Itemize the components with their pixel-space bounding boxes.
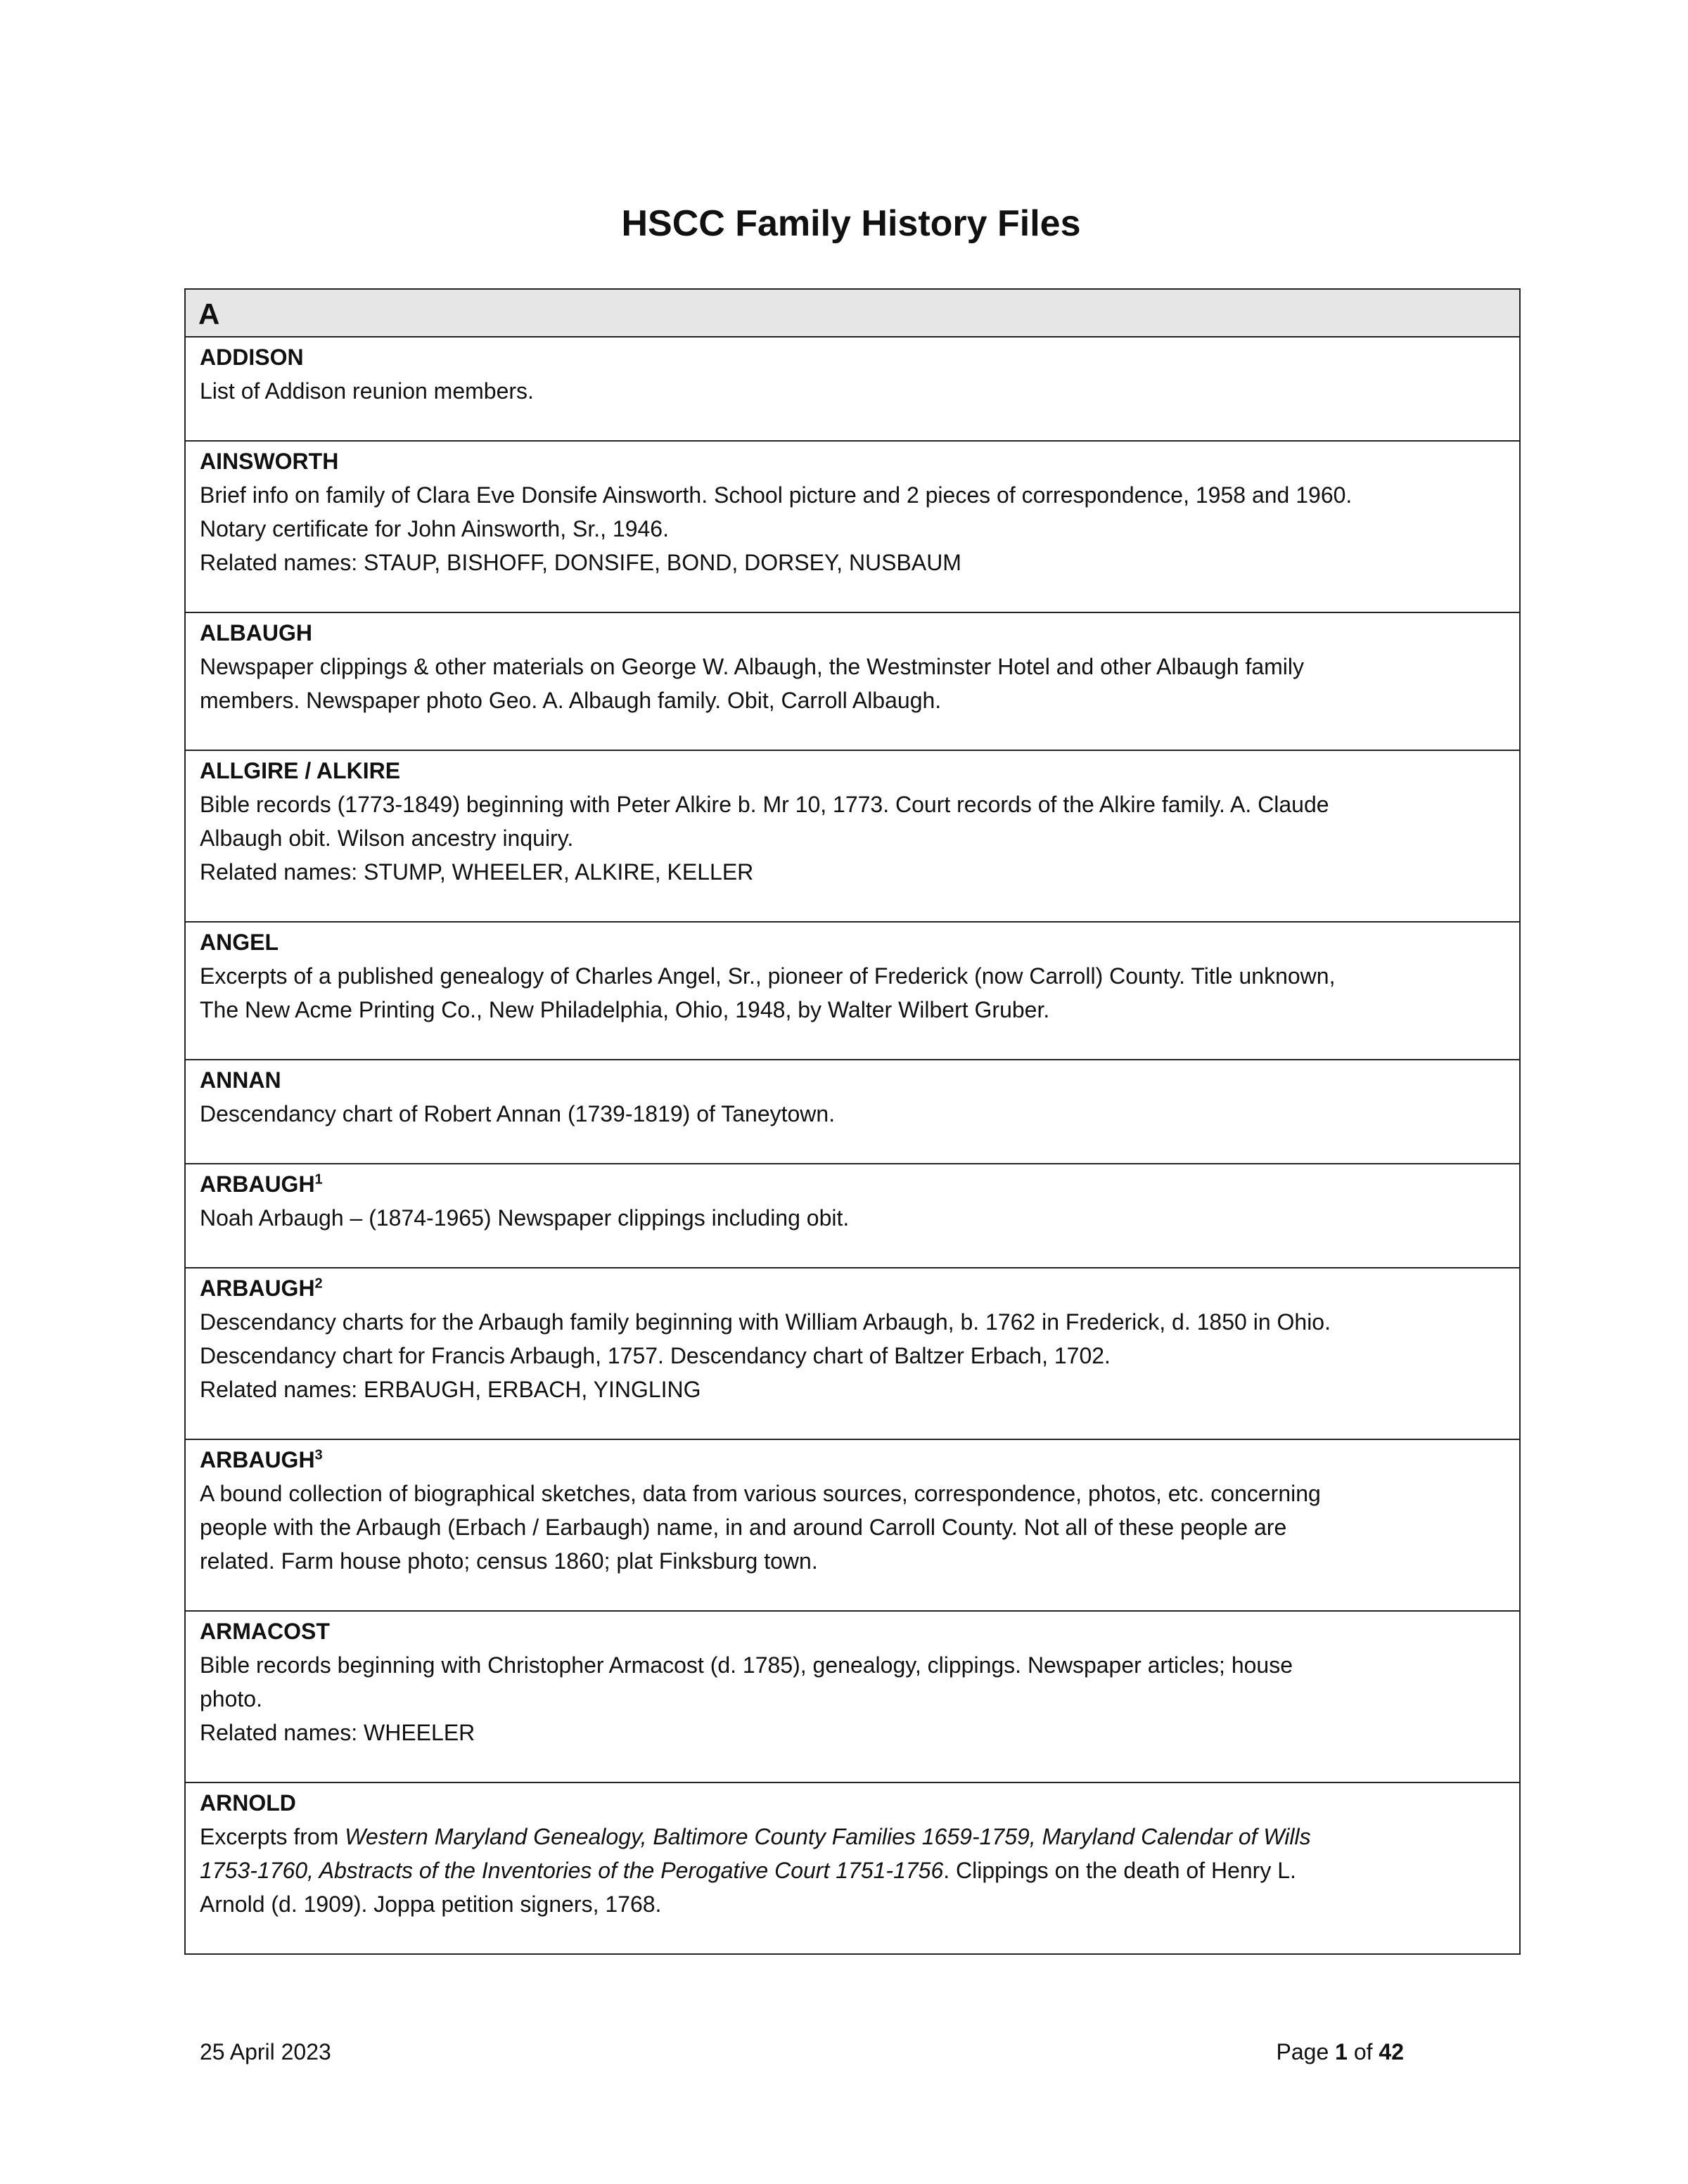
description-line (200, 959, 1507, 993)
description-text: The New Acme Printing Co., New Philadelphia, Ohio, 1948, by Walter Wilbert Gruber. (200, 997, 1050, 1022)
description-text: Bible records beginning with Christopher Armacost (d. 1785), genealogy, clippings. Newspaper articles; house (200, 1652, 1293, 1678)
family-name (200, 1614, 1507, 1648)
description-text: Noah Arbaugh – (1874-1965) Newspaper clippings including obit. (200, 1205, 850, 1231)
description-line (200, 478, 1507, 512)
description-text: List of Addison reunion members. (200, 378, 534, 404)
description-line (200, 1682, 1507, 1716)
family-name-text: ARMACOST (200, 1619, 330, 1644)
family-name (200, 1443, 1507, 1477)
table-row (186, 442, 1519, 613)
description-text: Related names: WHEELER (200, 1720, 475, 1745)
total-pages: 42 (1379, 2039, 1404, 2064)
description-line (200, 993, 1507, 1027)
family-name-text: ANNAN (200, 1067, 281, 1093)
description-text: Excerpts from (200, 1824, 345, 1849)
description-text: Brief info on family of Clara Eve Donsife Ainsworth. School picture and 2 pieces of correspondence, 1958 and 1960. (200, 482, 1353, 508)
description-line (200, 546, 1507, 579)
page-label: Page (1276, 2039, 1336, 2064)
table-row (186, 613, 1519, 751)
description-text: Arnold (d. 1909). Joppa petition signers, 1768. (200, 1891, 662, 1917)
description-text: Notary certificate for John Ainsworth, Sr., 1946. (200, 516, 669, 541)
description-text: people with the Arbaugh (Erbach / Earbaugh) name, in and around Carroll County. Not all of these people are (200, 1515, 1287, 1540)
family-name-text: ANGEL (200, 930, 279, 955)
table-row (186, 338, 1519, 442)
family-name (200, 925, 1507, 959)
table-row (186, 1164, 1519, 1268)
description-text: Albaugh obit. Wilson ancestry inquiry. (200, 826, 574, 851)
description-line (200, 855, 1507, 889)
description-line (200, 1820, 1507, 1854)
family-name-text: ARBAUGH (200, 1447, 315, 1472)
description-line (200, 1305, 1507, 1339)
footer-date: 25 April 2023 (200, 2039, 331, 2064)
description-line (200, 1716, 1507, 1749)
description-line (200, 788, 1507, 821)
table-row (186, 751, 1519, 923)
description-text: Descendancy chart of Robert Annan (1739-1819) of Taneytown. (200, 1101, 836, 1126)
description-line (200, 821, 1507, 855)
section-header: A (186, 290, 1519, 338)
description-line (200, 1201, 1507, 1235)
page-number (1277, 2039, 1404, 2065)
family-name (200, 444, 1507, 478)
family-name (200, 616, 1507, 650)
family-name (200, 1167, 1507, 1201)
description-text: photo. (200, 1686, 262, 1711)
current-page: 1 (1335, 2039, 1348, 2064)
description-line (200, 1373, 1507, 1406)
file-number: 1 (314, 1171, 323, 1188)
family-name (200, 340, 1507, 374)
family-name-text: ADDISON (200, 345, 304, 370)
file-number: 2 (314, 1276, 323, 1292)
table-row (186, 1612, 1519, 1783)
description-text: Descendancy chart for Francis Arbaugh, 1757. Descendancy chart of Baltzer Erbach, 1702. (200, 1343, 1111, 1368)
description-line (200, 1544, 1507, 1578)
description-line (200, 1510, 1507, 1544)
description-line (200, 1477, 1507, 1510)
family-name-text: ALBAUGH (200, 620, 312, 645)
description-line (200, 683, 1507, 717)
description-line (200, 1854, 1507, 1887)
description-text: . Clippings on the death of Henry L. (943, 1858, 1296, 1883)
description-text: 1753-1760, Abstracts of the Inventories of the Perogative Court 1751-1756 (200, 1858, 944, 1883)
table-row (186, 1060, 1519, 1164)
family-files-table (184, 288, 1521, 1955)
family-name (200, 1271, 1507, 1305)
description-text: Related names: STAUP, BISHOFF, DONSIFE, BOND, DORSEY, NUSBAUM (200, 550, 961, 575)
family-name-text: ARBAUGH (200, 1171, 315, 1197)
page-of: of (1347, 2039, 1379, 2064)
description-text: Bible records (1773-1849) beginning with Peter Alkire b. Mr 10, 1773. Court records of the Alkire family. A. Claude (200, 792, 1329, 817)
description-text: Newspaper clippings & other materials on George W. Albaugh, the Westminster Hotel and other Albaugh family (200, 654, 1305, 679)
description-line (200, 1097, 1507, 1131)
table-row (186, 1783, 1519, 1953)
description-line (200, 1887, 1507, 1921)
family-name (200, 1063, 1507, 1097)
description-line (200, 1339, 1507, 1373)
description-line (200, 374, 1507, 408)
description-text: Excerpts of a published genealogy of Charles Angel, Sr., pioneer of Frederick (now Carroll) County. Title unknown, (200, 963, 1336, 989)
description-text: Western Maryland Genealogy, Baltimore County Families 1659-1759, Maryland Calendar of Wills (345, 1824, 1311, 1849)
document-title: HSCC Family History Files (621, 203, 1081, 244)
description-line (200, 1648, 1507, 1682)
description-text: members. Newspaper photo Geo. A. Albaugh family. Obit, Carroll Albaugh. (200, 688, 942, 713)
description-text: related. Farm house photo; census 1860; plat Finksburg town. (200, 1548, 818, 1574)
family-name (200, 1786, 1507, 1820)
description-text: Related names: ERBAUGH, ERBACH, YINGLING (200, 1377, 701, 1402)
description-line (200, 650, 1507, 683)
description-text: A bound collection of biographical sketches, data from various sources, correspondence, photos, etc. concerning (200, 1481, 1321, 1506)
family-name-text: ARNOLD (200, 1790, 296, 1816)
family-name-text: AINSWORTH (200, 449, 339, 474)
table-row (186, 1268, 1519, 1440)
table-row (186, 1440, 1519, 1612)
family-name (200, 754, 1507, 788)
family-name-text: ALLGIRE / ALKIRE (200, 758, 401, 783)
file-number: 3 (314, 1447, 323, 1463)
family-name-text: ARBAUGH (200, 1276, 315, 1301)
description-text: Descendancy charts for the Arbaugh family beginning with William Arbaugh, b. 1762 in Frederick, d. 1850 in Ohio. (200, 1309, 1331, 1335)
description-text: Related names: STUMP, WHEELER, ALKIRE, KELLER (200, 859, 754, 885)
table-row (186, 923, 1519, 1060)
description-line (200, 512, 1507, 546)
